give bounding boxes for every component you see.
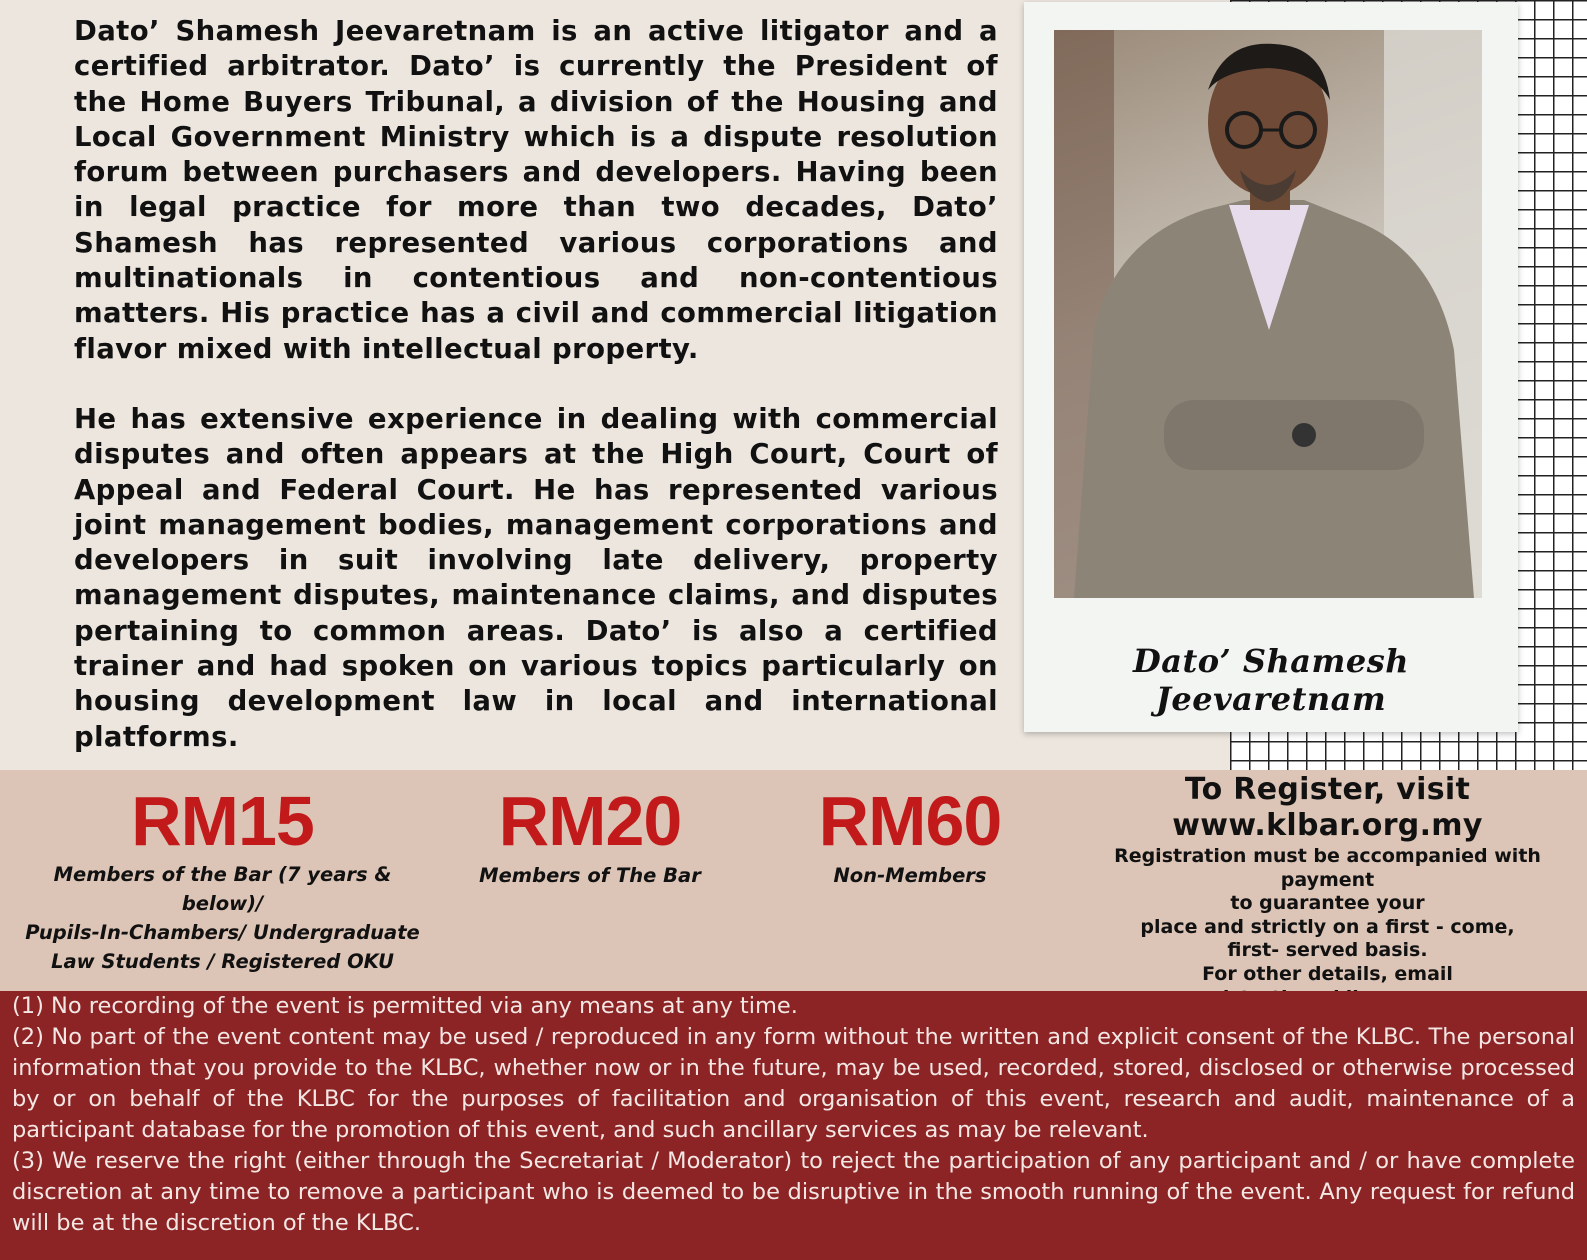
register-detail-line: to guarantee your: [1230, 892, 1425, 915]
register-url[interactable]: www.klbar.org.my: [1172, 808, 1483, 843]
price-rm20-label: [440, 861, 740, 890]
price-rm15-label-line: Pupils-In-Chambers/ Undergraduate: [25, 921, 420, 944]
register-email-line[interactable]: For other details, email: [1202, 962, 1453, 985]
notice-item-2: (2) No part of the event content may be used / reproduced in any form without the written and explicit consent of the KLBC. The personal information that you provide to the KLBC, whether now or in the future, may be used, recorded, stored, disclosed or otherwise processed by or on behalf of the KLBC for the purposes of facilitation and organisation of this event, research and audit, maintenance of a participant database for the promotion of this event, and such ancillary services as may be relevant.: [12, 1024, 1575, 1143]
pricing-band: [0, 770, 1587, 991]
price-rm60: RM60: [818, 782, 1002, 860]
price-rm20: RM20: [498, 782, 682, 860]
register-title: [1075, 772, 1580, 844]
price-rm20-label-line: Members of The Bar: [479, 864, 701, 887]
bio-paragraph-2: He has extensive experience in dealing with commercial disputes and often appears at the High Court, Court of Appeal and Federal Court. He has represented various joint management bodies, management corporations and developers in suit involving late delivery, property management disputes, maintenance claims, and disputes pertaining to common areas. Dato’ is also a certified trainer and had spoken on various topics particularly on housing development law in local and international platforms.: [74, 402, 998, 753]
notice-item-3: (3) We reserve the right (either through the Secretariat / Moderator) to reject the participation of any participant and / or have complete discretion at any time to remove a participant who is deemed to be disruptive in the smooth running of the event. Any request for refund will be at the discretion of the KLBC.: [12, 1148, 1575, 1236]
notice-item-1: (1) No recording of the event is permitted via any means at any time.: [12, 993, 798, 1019]
price-rm15-label: [10, 860, 435, 976]
registration-info: [1075, 770, 1580, 1010]
price-rm60-label-line: Non-Members: [833, 864, 987, 887]
speaker-bio: [74, 14, 998, 755]
speaker-polaroid: [1024, 2, 1518, 732]
speaker-photo: [1054, 30, 1482, 598]
register-detail-line: place and strictly on a first - come,: [1140, 915, 1515, 938]
bio-paragraph-1: Dato’ Shamesh Jeevaretnam is an active litigator and a certified arbitrator. Dato’ is currently the President of the Home Buyers Tribunal, a division of the Housing and Local Government Ministry which is a dispute resolution forum between purchasers and developers. Having been in legal practice for more than two decades, Dato’ Shamesh has represented various corporations and multinationals in contentious and non-contentious matters. His practice has a civil and commercial litigation flavor mixed with intellectual property.: [74, 15, 998, 365]
register-details: [1075, 845, 1580, 1010]
register-title-line: To Register, visit: [1184, 772, 1471, 807]
speaker-name-caption: Dato’ Shamesh Jeevaretnam: [1133, 642, 1409, 718]
register-detail-line: first- served basis.: [1227, 939, 1428, 962]
price-rm15-label-line: Law Students / Registered OKU: [51, 950, 394, 973]
register-detail-line: Registration must be accompanied with payment: [1114, 845, 1541, 891]
terms-notice: [0, 991, 1587, 1260]
price-rm60-label: [765, 861, 1055, 890]
price-rm15-label-line: Members of the Bar (7 years & below)/: [53, 863, 392, 915]
price-rm15: RM15: [131, 782, 314, 860]
